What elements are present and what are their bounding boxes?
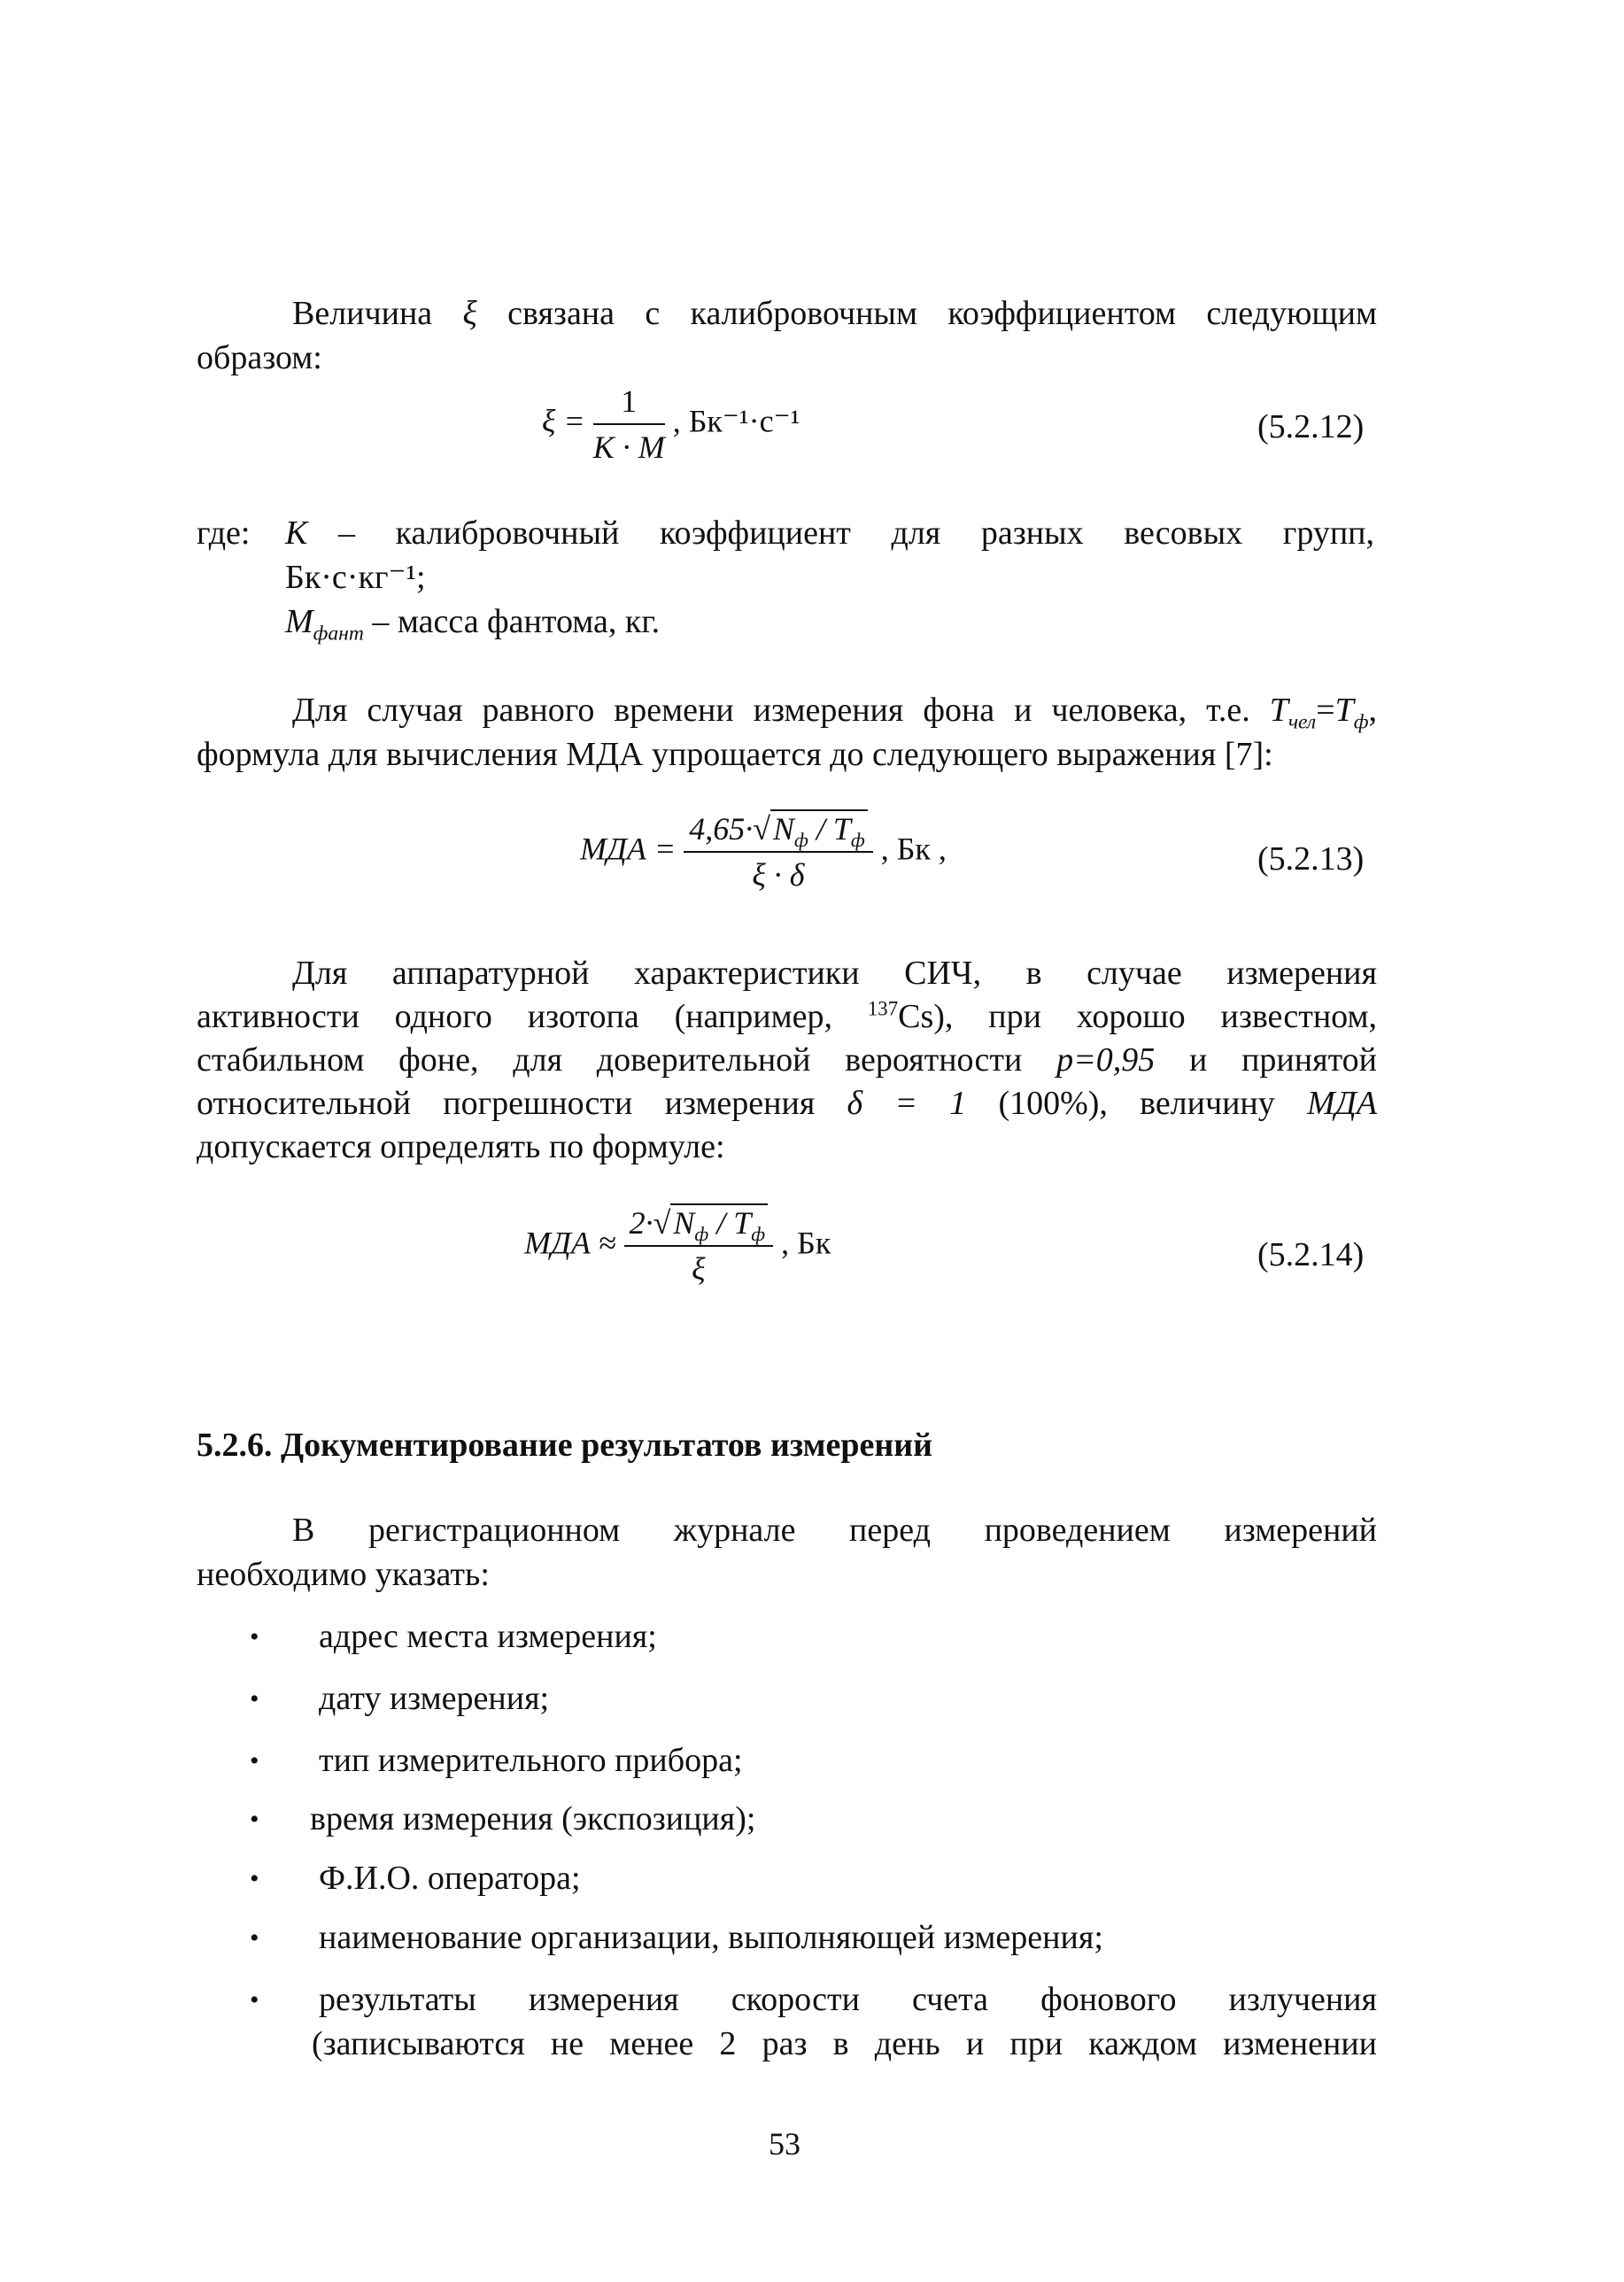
t-symbol: / T [808, 811, 851, 847]
equation-5-2-14 [524, 1204, 831, 1288]
t-symbol: T [1334, 692, 1354, 729]
equation-5-2-13 [580, 810, 947, 893]
text-segment: (100%), величину [998, 1085, 1275, 1122]
bullet-icon: • [250, 1864, 259, 1893]
text-segment: относительной погрешности измерения [197, 1085, 816, 1122]
paragraph-journal-line2 [197, 1553, 490, 1597]
k-units: Бк·с·кг⁻¹; [285, 559, 426, 596]
t-symbol: / T [708, 1205, 752, 1241]
page-number: 53 [769, 2126, 800, 2162]
fraction-numerator: $2\cdot√N_ф / T_ф$ [624, 1204, 774, 1247]
fraction-numerator: 1 [593, 383, 665, 425]
fraction-numerator: $4,65\cdot√N_ф / T_ф$ [684, 810, 873, 853]
isotope-mass: 137 [867, 997, 899, 1020]
text-segment: образом: [197, 339, 322, 376]
mda-italic: МДА [1306, 1085, 1378, 1122]
bullet-icon: • [250, 1985, 259, 2015]
paragraph-mda-line3 [197, 1039, 1377, 1082]
paragraph-mda-line1 [292, 952, 1377, 995]
text-segment: Величина [292, 295, 433, 332]
isotope-text: Cs), при хорошо известном, [898, 998, 1377, 1035]
equation-lhs: МДА ≈ [524, 1225, 616, 1261]
list-item-text: тип измерительного прибора; [319, 1742, 743, 1779]
n-symbol: N [772, 811, 794, 847]
paragraph-mda-line4 [197, 1082, 1377, 1126]
paragraph-mda-line2 [197, 995, 1377, 1039]
equation-number-5-2-12: (5.2.12) [1257, 408, 1365, 445]
text-segment: допускается определять по формуле: [197, 1128, 725, 1165]
equation-units: , Бк⁻¹·с⁻¹ [672, 403, 800, 439]
m-subscript: фант [313, 622, 364, 646]
equals-sign: = [1316, 692, 1335, 729]
bullet-icon: • [250, 1805, 259, 1834]
n-symbol: N [673, 1205, 695, 1241]
n-subscript: ф [793, 829, 808, 852]
text-segment: и принятой [1188, 1041, 1378, 1079]
text-segment: стабильном фоне, для доверительной вероятности [197, 1041, 1023, 1079]
bullet-icon: • [250, 1923, 259, 1953]
fraction [593, 383, 665, 466]
equation-5-2-12 [542, 383, 800, 466]
paragraph-equal-time-line1 [292, 689, 1377, 732]
equation-units: , Бк [781, 1225, 831, 1261]
fraction-denominator: ξ · δ [752, 857, 805, 893]
where-label: где: [197, 514, 251, 552]
k-symbol: K [285, 514, 308, 552]
p-value: p=0,95 [1056, 1041, 1156, 1079]
fraction-denominator: K · M [592, 429, 665, 465]
n-subscript: ф [694, 1223, 709, 1246]
text-segment: формула для вычисления МДА упрощается до следующего выражения [7]: [197, 736, 1273, 773]
fraction-denominator: ξ [692, 1251, 706, 1287]
t-subscript: ф [751, 1223, 766, 1246]
text-segment: связана с калибровочным коэффициентом следующим [507, 295, 1377, 332]
punctuation: , [1368, 692, 1377, 729]
t-equality [1269, 692, 1377, 734]
bullet-icon: • [250, 1684, 259, 1713]
paragraph-equal-time-line2 [197, 733, 1377, 777]
definition-k-line1 [197, 512, 1377, 555]
delta-value: δ = 1 [847, 1085, 967, 1122]
list-item-text: наименование организации, выполняющей измерения; [319, 1919, 1103, 1956]
k-description: – калибровочный коэффициент для разных весовых групп, [338, 514, 1374, 552]
text-segment: необходимо указать: [197, 1556, 490, 1593]
text-segment: активности одного изотопа (например, [197, 998, 833, 1035]
equation-units: , Бк , [880, 831, 947, 867]
equation-number-5-2-14: (5.2.14) [1257, 1236, 1365, 1273]
definition-k-units [285, 556, 426, 600]
equation-lhs: МДА = [580, 831, 677, 867]
coefficient: 2· [629, 1205, 653, 1241]
paragraph-intro-line1 [292, 292, 1377, 336]
fraction [684, 810, 873, 893]
sqrt-radicand [670, 1203, 768, 1246]
t-subscript: ф [1353, 710, 1369, 734]
isotope [868, 998, 1377, 1035]
section-heading: 5.2.6. Документирование результатов измерений [197, 1427, 933, 1464]
t-subscript: чел [1288, 710, 1317, 734]
xi-symbol: ξ [462, 295, 477, 332]
m-symbol: M [285, 603, 313, 640]
bullet-icon: • [250, 1622, 259, 1652]
t-symbol: T [1269, 692, 1288, 729]
equation-number-5-2-13: (5.2.13) [1257, 840, 1365, 878]
definition-m [285, 600, 660, 644]
fraction [624, 1204, 774, 1288]
m-description: – масса фантома, кг. [372, 603, 661, 640]
t-subscript: ф [850, 829, 865, 852]
paragraph-intro-line2 [197, 336, 322, 380]
list-item-text: Ф.И.О. оператора; [319, 1860, 581, 1897]
list-item-text: адрес места измерения; [319, 1618, 657, 1655]
paragraph-mda-line5 [197, 1126, 725, 1169]
text-segment: Для случая равного времени измерения фона и человека, т.е. [292, 692, 1250, 729]
list-item-text: дату измерения; [319, 1680, 550, 1717]
list-item-text: время измерения (экспозиция); [310, 1800, 756, 1837]
paragraph-journal-line1 [292, 1509, 1377, 1552]
list-item-text: результаты измерения скорости счета фонового излучения [319, 1981, 1377, 2018]
coefficient: 4,65· [689, 811, 754, 847]
list-item-text-continued: (записываются не менее 2 раз в день и при каждом изменении [312, 2025, 1377, 2062]
equation-lhs: ξ = [542, 403, 585, 439]
bullet-icon: • [250, 1746, 259, 1775]
text-segment: В регистрационном журнале перед проведением измерений [292, 1512, 1377, 1549]
text-segment: Для аппаратурной характеристики СИЧ, в случае измерения [292, 955, 1377, 992]
